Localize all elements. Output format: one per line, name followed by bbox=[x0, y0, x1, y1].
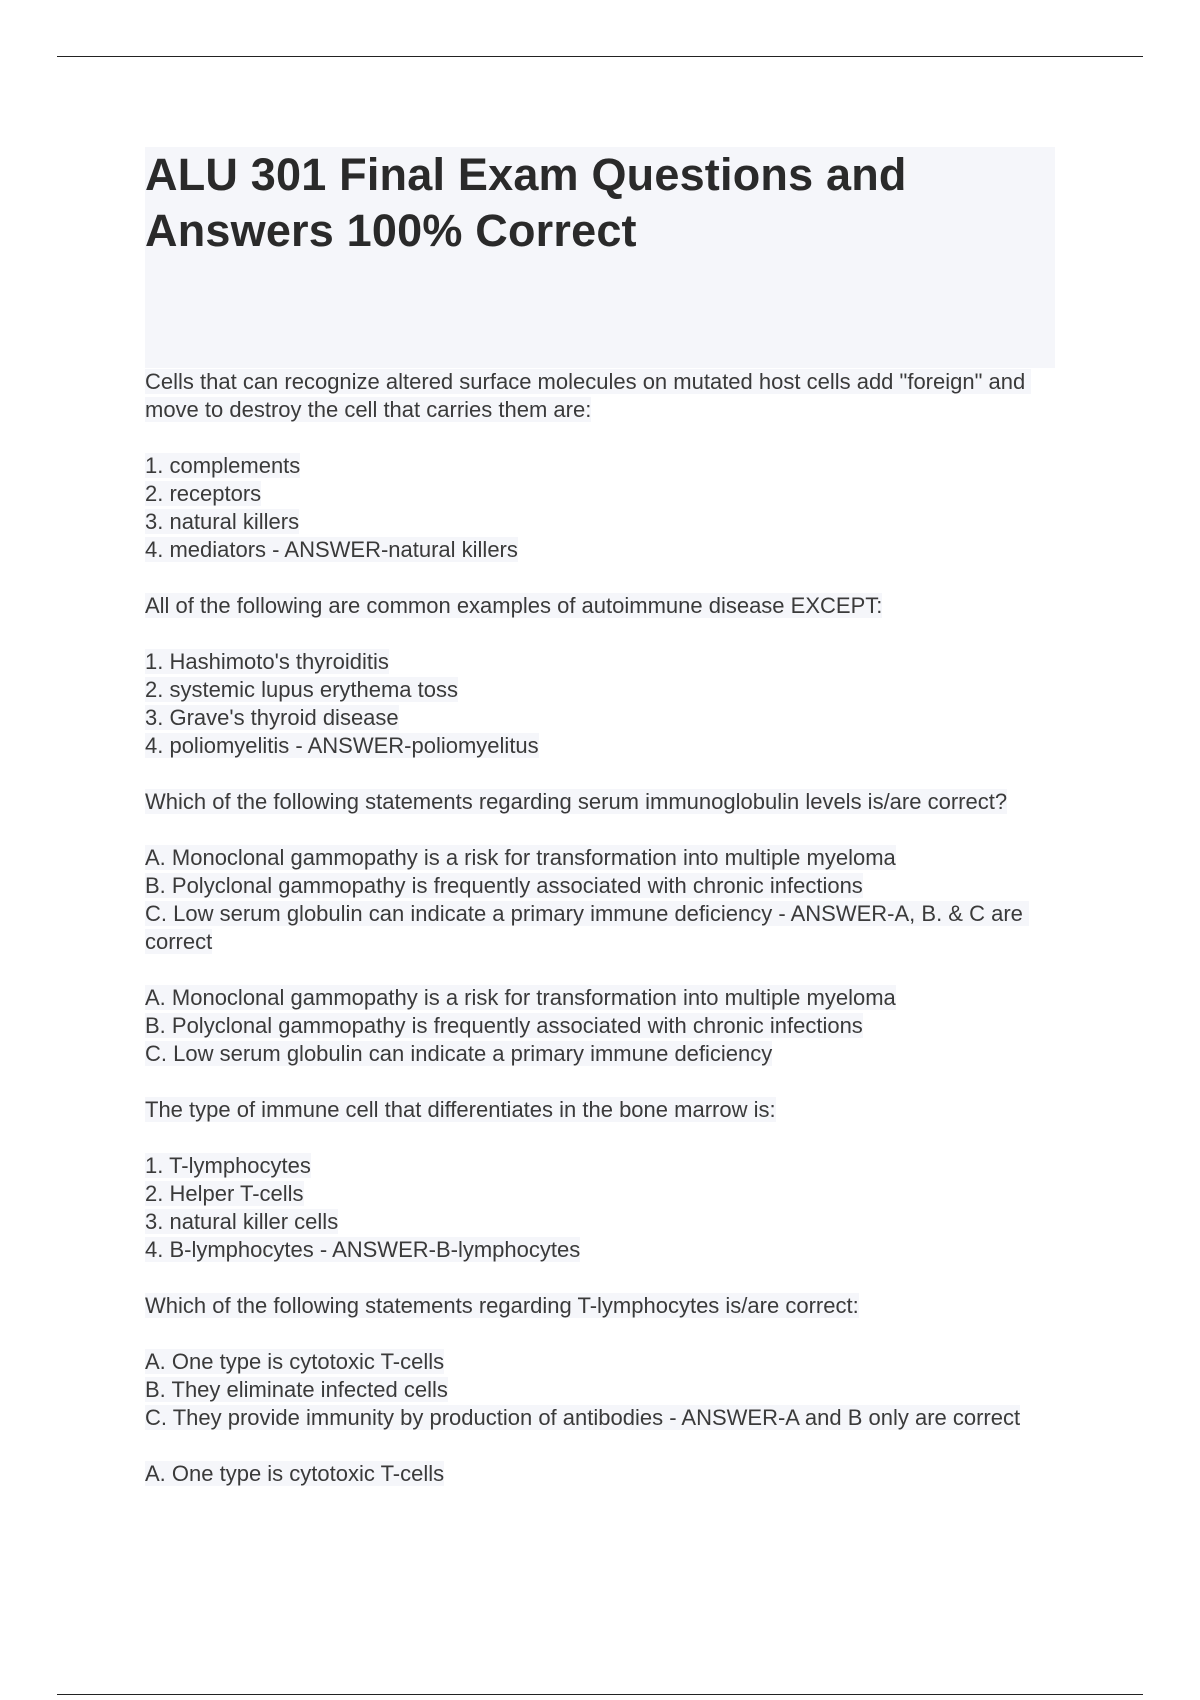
option-line: B. They eliminate infected cells bbox=[145, 1377, 448, 1402]
question-text: Cells that can recognize altered surface molecules on mutated host cells add "foreign" and move to destroy the cell that carries them are: bbox=[145, 369, 1032, 422]
option-line: A. Monoclonal gammopathy is a risk for transformation into multiple myeloma bbox=[145, 845, 896, 870]
option-line: C. Low serum globulin can indicate a primary immune deficiency bbox=[145, 1041, 773, 1066]
header-rule bbox=[57, 56, 1143, 57]
option-line: B. Polyclonal gammopathy is frequently associated with chronic infections bbox=[145, 873, 863, 898]
option-line: 2. systemic lupus erythema toss bbox=[145, 677, 459, 702]
option-line: 1. complements bbox=[145, 453, 301, 478]
option-line: 3. natural killers bbox=[145, 509, 300, 534]
option-line: A. Monoclonal gammopathy is a risk for transformation into multiple myeloma bbox=[145, 985, 896, 1010]
question-block bbox=[145, 1096, 1055, 1292]
option-line-answer: 4. B-lymphocytes - ANSWER-B-lymphocytes bbox=[145, 1237, 581, 1262]
option-line: 1. T-lymphocytes bbox=[145, 1153, 311, 1178]
option-line: 2. receptors bbox=[145, 481, 262, 506]
statement-block bbox=[145, 1460, 1055, 1488]
question-text: All of the following are common examples of autoimmune disease EXCEPT: bbox=[145, 593, 883, 618]
question-block bbox=[145, 1292, 1055, 1460]
option-line: B. Polyclonal gammopathy is frequently associated with chronic infections bbox=[145, 1013, 863, 1038]
option-line: 3. natural killer cells bbox=[145, 1209, 339, 1234]
page-title: ALU 301 Final Exam Questions and Answers 100% Correct bbox=[145, 149, 907, 256]
document-body bbox=[145, 147, 1055, 1488]
option-line: A. One type is cytotoxic T-cells bbox=[145, 1349, 445, 1374]
question-text: The type of immune cell that differentiates in the bone marrow is: bbox=[145, 1097, 776, 1122]
option-line-answer: C. They provide immunity by production of antibodies - ANSWER-A and B only are correct bbox=[145, 1405, 1021, 1430]
question-block bbox=[145, 592, 1055, 788]
footer-rule bbox=[57, 1694, 1143, 1695]
statement-block bbox=[145, 984, 1055, 1096]
option-line-answer: C. Low serum globulin can indicate a primary immune deficiency - ANSWER-A, B. & C are correct bbox=[145, 901, 1030, 954]
option-line: 2. Helper T-cells bbox=[145, 1181, 304, 1206]
option-line: 1. Hashimoto's thyroiditis bbox=[145, 649, 389, 674]
question-text: Which of the following statements regarding T-lymphocytes is/are correct: bbox=[145, 1293, 859, 1318]
option-line: 3. Grave's thyroid disease bbox=[145, 705, 399, 730]
option-line: A. One type is cytotoxic T-cells bbox=[145, 1461, 445, 1486]
question-text: Which of the following statements regarding serum immunoglobulin levels is/are correct? bbox=[145, 789, 1008, 814]
question-block bbox=[145, 368, 1055, 592]
option-line-answer: 4. mediators - ANSWER-natural killers bbox=[145, 537, 518, 562]
question-block bbox=[145, 788, 1055, 984]
title-block bbox=[145, 147, 1055, 368]
qa-list bbox=[145, 368, 1055, 1488]
option-line-answer: 4. poliomyelitis - ANSWER-poliomyelitus bbox=[145, 733, 539, 758]
